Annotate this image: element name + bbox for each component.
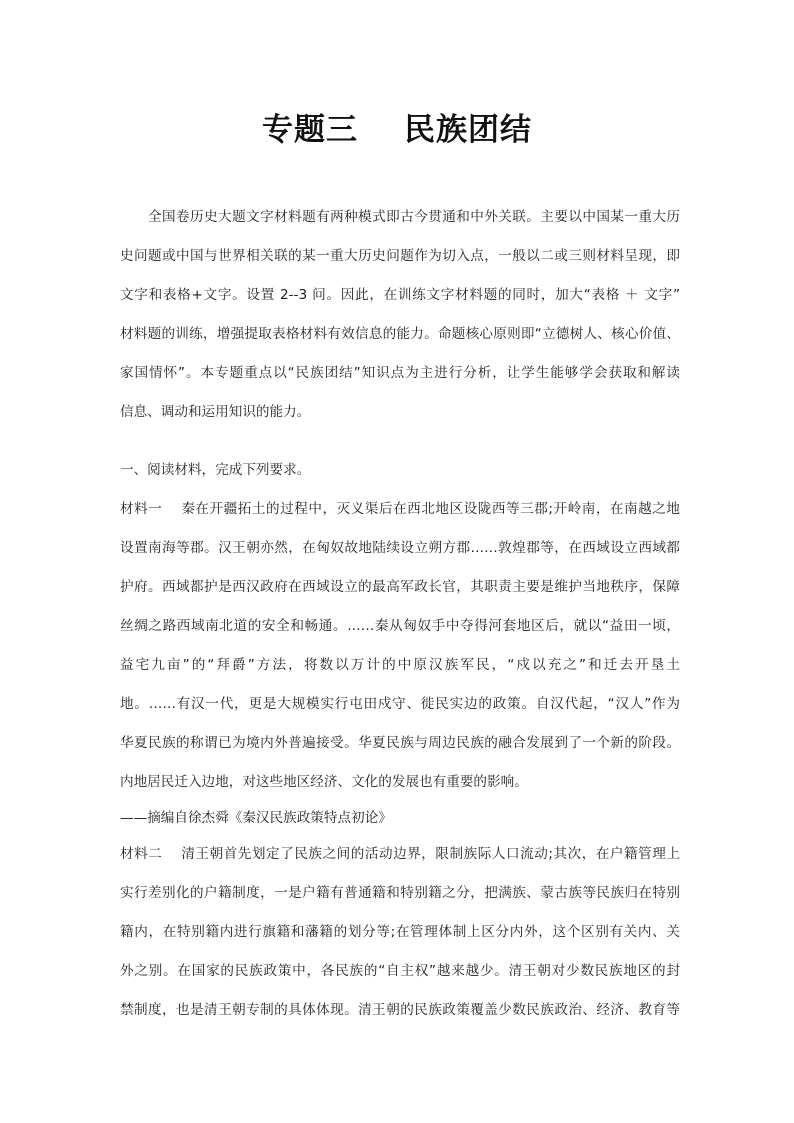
- material1-line-7: 华夏民族的称谓已为境内外普遍接受。华夏民族与周边民族的融合发展到了一个新的阶段。: [120, 735, 680, 751]
- material1-source: ——摘编自徐杰舜《秦汉民族政策特点初论》: [120, 810, 392, 826]
- material1-line-8: 内地居民迁入边地，对这些地区经济、文化的发展也有重要的影响。: [120, 774, 528, 790]
- material2-line-4: 外之别。在国家的民族政策中，各民族的“自主权”越来越少。清王朝对少数民族地区的封: [120, 963, 680, 979]
- material2-line-3: 籍内，在特别籍内进行旗籍和藩籍的划分等;在管理体制上区分内外，这个区别有关内、关: [120, 924, 680, 940]
- title-part-2: 民族团结: [404, 112, 532, 148]
- intro-line-3: 文字和表格+文字。设置 2--3 问。因此，在训练文字材料题的同时，加大“表格 ＋ 文字”: [120, 287, 680, 303]
- material1-line-5: 益宅九亩”的“拜爵”方法，将数以万计的中原汉族军民，“戍以充之”和迁去开垦土: [120, 657, 680, 673]
- title-part-1: 专题三: [262, 112, 358, 148]
- intro-line-1: 全国卷历史大题文字材料题有两种模式即古今贯通和中外关联。主要以中国某一重大历: [148, 209, 680, 225]
- page-title: [0, 104, 794, 149]
- material1-line-3: 护府。西域都护是西汉政府在西域设立的最高军政长官，其职责主要是维护当地秩序，保障: [120, 579, 680, 595]
- material2-line-1: 材料二 清王朝首先划定了民族之间的活动边界，限制族际人口流动;其次，在户籍管理上: [120, 846, 680, 862]
- material2-line-5: 禁制度，也是清王朝专制的具体体现。清王朝的民族政策覆盖少数民族政治、经济、教育等: [120, 1002, 680, 1018]
- intro-line-2: 史问题或中国与世界相关联的某一重大历史问题作为切入点，一般以二或三则材料呈现，即: [120, 248, 680, 264]
- material1-line-6: 地。……有汉一代，更是大规模实行屯田戍守、徙民实边的政策。自汉代起，“汉人”作为: [120, 696, 680, 712]
- material1-line-1: 材料一 秦在开疆拓土的过程中，灭义渠后在西北地区设陇西等三郡;开岭南，在南越之地: [120, 501, 680, 517]
- material2-line-2: 实行差别化的户籍制度，一是户籍有普通籍和特别籍之分，把满族、蒙古族等民族归在特别: [120, 885, 680, 901]
- intro-line-4: 材料题的训练，增强提取表格材料有效信息的能力。命题核心原则即“立德树人、核心价值、: [120, 326, 680, 342]
- material1-line-4: 丝绸之路西域南北道的安全和畅通。……秦从匈奴手中夺得河套地区后，就以“益田一顷，: [120, 618, 680, 634]
- intro-line-6: 信息、调动和运用知识的能力。: [120, 404, 311, 420]
- intro-line-5: 家国情怀”。本专题重点以“民族团结”知识点为主进行分析，让学生能够学会获取和解读: [120, 365, 680, 381]
- section-heading: 一、阅读材料，完成下列要求。: [120, 462, 311, 478]
- material1-line-2: 设置南海等郡。汉王朝亦然，在匈奴故地陆续设立朔方郡……敦煌郡等，在西域设立西域都: [120, 540, 680, 556]
